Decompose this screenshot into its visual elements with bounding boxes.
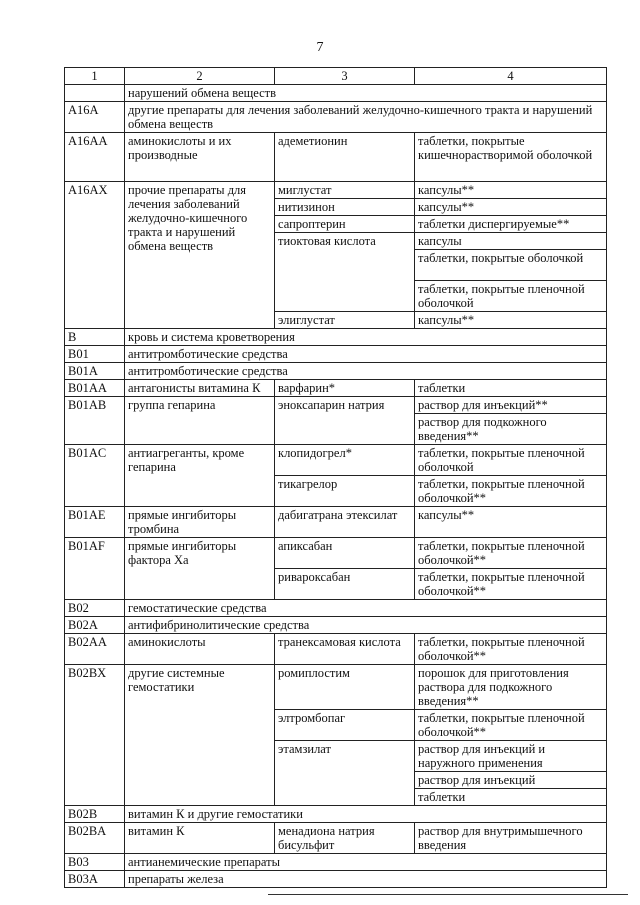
- table-row: [65, 600, 607, 617]
- code-cell: B03: [65, 854, 125, 871]
- table-row: [65, 380, 607, 397]
- table-row: [65, 445, 607, 476]
- form-cell: таблетки диспергируемые**: [415, 216, 607, 233]
- table-row: [65, 854, 607, 871]
- group-cell: витамин К: [125, 823, 275, 854]
- group-cell: антитромботические средства: [125, 363, 607, 380]
- form-cell: капсулы**: [415, 312, 607, 329]
- header-col-1: 1: [65, 68, 125, 85]
- form-cell: раствор для инъекций: [415, 772, 607, 789]
- form-cell: порошок для приготовления раствора для подкожного введения**: [415, 665, 607, 710]
- form-cell: капсулы: [415, 233, 607, 250]
- table-row: [65, 102, 607, 133]
- drug-cell: этамзилат: [275, 741, 415, 806]
- table-row: [65, 871, 607, 888]
- form-cell: раствор для подкожного введения**: [415, 414, 607, 445]
- header-col-3: 3: [275, 68, 415, 85]
- group-cell: антагонисты витамина К: [125, 380, 275, 397]
- group-cell: препараты железа: [125, 871, 607, 888]
- group-cell: другие препараты для лечения заболеваний желудочно-кишечного тракта и нарушений обмена веществ: [125, 102, 607, 133]
- table-row: [65, 823, 607, 854]
- code-cell: B03A: [65, 871, 125, 888]
- drug-cell: сапроптерин: [275, 216, 415, 233]
- drug-cell: элтромбопаг: [275, 710, 415, 741]
- form-cell: таблетки, покрытые пленочной оболочкой**: [415, 634, 607, 665]
- drug-cell: эноксапарин натрия: [275, 397, 415, 445]
- code-cell: [65, 85, 125, 102]
- group-cell: аминокислоты: [125, 634, 275, 665]
- drug-cell: варфарин*: [275, 380, 415, 397]
- group-cell: нарушений обмена веществ: [125, 85, 607, 102]
- bottom-rule: [268, 894, 628, 895]
- drug-cell: тиоктовая кислота: [275, 233, 415, 312]
- code-cell: B02: [65, 600, 125, 617]
- form-cell: таблетки, покрытые пленочной оболочкой**: [415, 710, 607, 741]
- code-cell: B01AB: [65, 397, 125, 445]
- form-cell: таблетки, покрытые кишечнорастворимой оболочкой: [415, 133, 607, 182]
- form-cell: раствор для инъекций и наружного применения: [415, 741, 607, 772]
- group-cell: прямые ингибиторы тромбина: [125, 507, 275, 538]
- code-cell: B02BA: [65, 823, 125, 854]
- group-cell: антитромботические средства: [125, 346, 607, 363]
- form-cell: капсулы**: [415, 507, 607, 538]
- code-cell: B01AC: [65, 445, 125, 507]
- drug-cell: нитизинон: [275, 199, 415, 216]
- table-row: [65, 617, 607, 634]
- form-cell: таблетки, покрытые пленочной оболочкой**: [415, 538, 607, 569]
- group-cell: аминокислоты и их производные: [125, 133, 275, 182]
- group-cell: гемостатические средства: [125, 600, 607, 617]
- page-number: 7: [316, 40, 324, 55]
- table-row: [65, 182, 607, 199]
- table-row: [65, 665, 607, 710]
- table-row: [65, 538, 607, 569]
- code-cell: B02B: [65, 806, 125, 823]
- form-cell: капсулы**: [415, 182, 607, 199]
- code-cell: B02A: [65, 617, 125, 634]
- form-cell: раствор для инъекций**: [415, 397, 607, 414]
- group-cell: витамин К и другие гемостатики: [125, 806, 607, 823]
- table-row: [65, 806, 607, 823]
- code-cell: B02BX: [65, 665, 125, 806]
- form-cell: таблетки, покрытые пленочной оболочкой**: [415, 569, 607, 600]
- table-row: [65, 346, 607, 363]
- form-cell: таблетки: [415, 380, 607, 397]
- drug-cell: менадиона натрия бисульфит: [275, 823, 415, 854]
- form-cell: капсулы**: [415, 199, 607, 216]
- group-cell: антифибринолитические средства: [125, 617, 607, 634]
- table-row: [65, 329, 607, 346]
- drug-table: [64, 67, 607, 888]
- table-row: [65, 634, 607, 665]
- table-row: [65, 363, 607, 380]
- group-cell: кровь и система кроветворения: [125, 329, 607, 346]
- form-cell: таблетки: [415, 789, 607, 806]
- table-row: [65, 507, 607, 538]
- header-col-2: 2: [125, 68, 275, 85]
- code-cell: B01: [65, 346, 125, 363]
- drug-cell: ривароксабан: [275, 569, 415, 600]
- code-cell: B01A: [65, 363, 125, 380]
- group-cell: прямые ингибиторы фактора Xa: [125, 538, 275, 600]
- drug-cell: адеметионин: [275, 133, 415, 182]
- form-cell: таблетки, покрытые пленочной оболочкой**: [415, 476, 607, 507]
- code-cell: B01AE: [65, 507, 125, 538]
- drug-cell: элиглустат: [275, 312, 415, 329]
- drug-cell: транексамовая кислота: [275, 634, 415, 665]
- code-cell: A16AA: [65, 133, 125, 182]
- code-cell: B02AA: [65, 634, 125, 665]
- code-cell: B01AA: [65, 380, 125, 397]
- code-cell: B01AF: [65, 538, 125, 600]
- drug-cell: апиксабан: [275, 538, 415, 569]
- group-cell: группа гепарина: [125, 397, 275, 445]
- code-cell: B: [65, 329, 125, 346]
- group-cell: антиагреганты, кроме гепарина: [125, 445, 275, 507]
- table-row: [65, 133, 607, 182]
- table-row: [65, 85, 607, 102]
- code-cell: A16AX: [65, 182, 125, 329]
- form-cell: раствор для внутримышечного введения: [415, 823, 607, 854]
- group-cell: другие системные гемостатики: [125, 665, 275, 806]
- table-row: [65, 397, 607, 414]
- header-col-4: 4: [415, 68, 607, 85]
- form-cell: таблетки, покрытые пленочной оболочкой: [415, 445, 607, 476]
- drug-cell: ромиплостим: [275, 665, 415, 710]
- form-cell: таблетки, покрытые оболочкой: [415, 250, 607, 281]
- drug-cell: дабигатрана этексилат: [275, 507, 415, 538]
- code-cell: A16A: [65, 102, 125, 133]
- form-cell: таблетки, покрытые пленочной оболочкой: [415, 281, 607, 312]
- table-header-row: [65, 68, 607, 85]
- group-cell: антианемические препараты: [125, 854, 607, 871]
- drug-cell: тикагрелор: [275, 476, 415, 507]
- drug-cell: клопидогрел*: [275, 445, 415, 476]
- group-cell: прочие препараты для лечения заболеваний желудочно-кишечного тракта и нарушений обмена веществ: [125, 182, 275, 329]
- drug-cell: миглустат: [275, 182, 415, 199]
